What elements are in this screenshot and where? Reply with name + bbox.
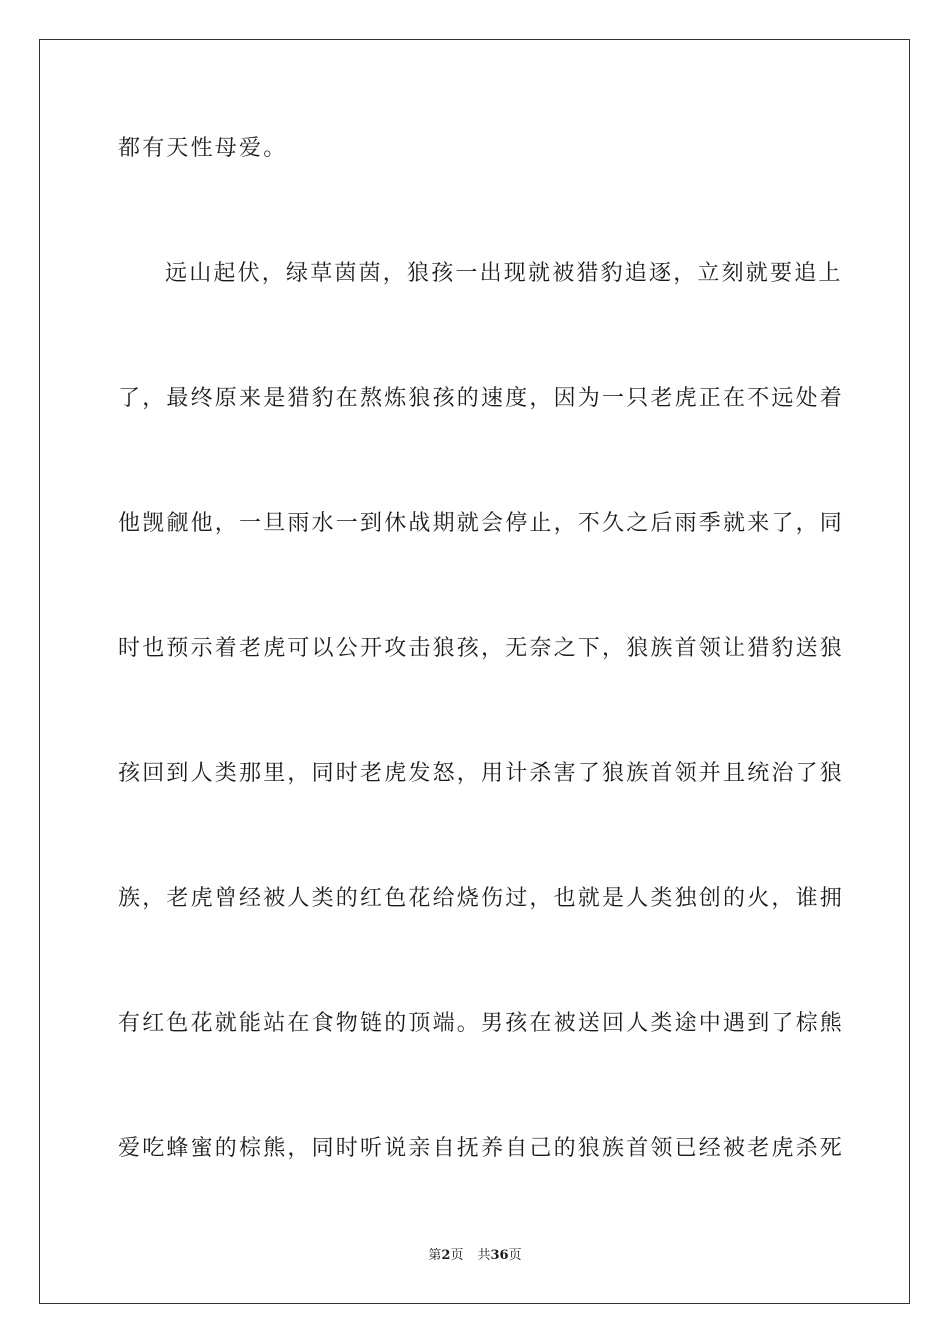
- footer-total-pages: 36: [490, 1248, 509, 1263]
- text-line-9: 爱吃蜂蜜的棕熊，同时听说亲自抚养自己的狼族首领已经被老虎杀死: [118, 1136, 845, 1161]
- page-border: [39, 39, 910, 1304]
- text-line-7: 族，老虎曾经被人类的红色花给烧伤过，也就是人类独创的火，谁拥: [118, 886, 845, 911]
- text-line-2: 远山起伏，绿草茵茵，狼孩一出现就被猎豹追逐，立刻就要追上: [165, 261, 843, 286]
- page-footer: [0, 1246, 950, 1266]
- text-line-4: 他觊觎他，一旦雨水一到休战期就会停止，不久之后雨季就来了，同: [118, 511, 845, 536]
- footer-total-prefix: 共: [477, 1248, 491, 1263]
- footer-total-suffix: 页: [508, 1248, 522, 1263]
- text-line-6: 孩回到人类那里，同时老虎发怒，用计杀害了狼族首领并且统治了狼: [118, 761, 845, 786]
- footer-page-suffix: 页: [450, 1248, 464, 1263]
- text-line-5: 时也预示着老虎可以公开攻击狼孩，无奈之下，狼族首领让猎豹送狼: [118, 636, 845, 661]
- text-line-8: 有红色花就能站在食物链的顶端。男孩在被送回人类途中遇到了棕熊: [118, 1011, 845, 1036]
- text-line-3: 了，最终原来是猎豹在熬炼狼孩的速度，因为一只老虎正在不远处着: [118, 386, 845, 411]
- footer-page-prefix: 第: [428, 1248, 442, 1263]
- text-line-1: 都有天性母爱。: [118, 136, 288, 161]
- footer-page-number: 2: [441, 1248, 451, 1263]
